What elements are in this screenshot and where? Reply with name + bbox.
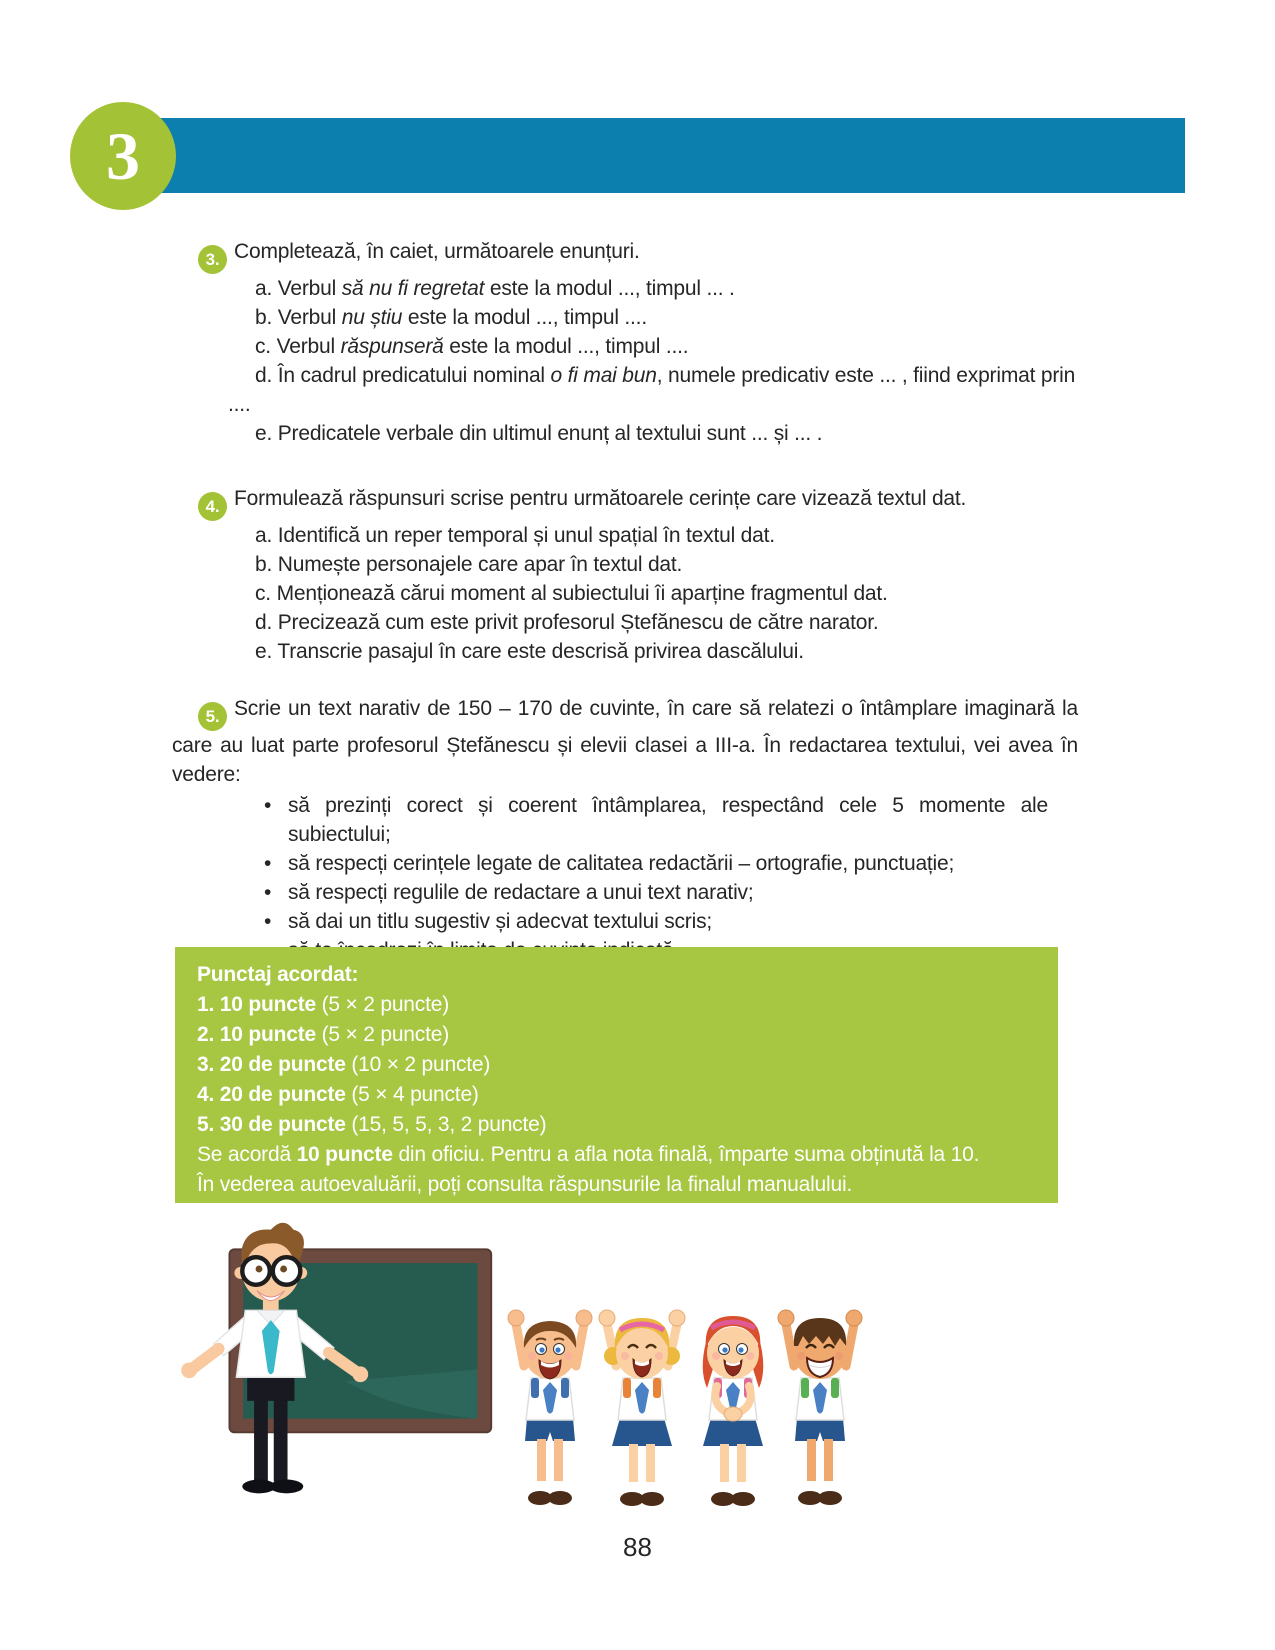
requirement-item: • să prezinți corect și coerent întâmplarea, respectând cele 5 momente ale subiectului; bbox=[258, 791, 1048, 849]
exercise-4-instruction: Formulează răspunsuri scrise pentru următoarele cerințe care vizează textul dat. bbox=[234, 487, 967, 510]
exercise-3-item-e: e. Predicatele verbale din ultimul enunț al textului sunt ... și ... . bbox=[255, 422, 823, 445]
unit-number: 3 bbox=[106, 118, 140, 194]
exercise-4-item-d: d. Precizează cum este privit profesorul Ștefănescu de către narator. bbox=[255, 611, 879, 634]
student-girl-2 bbox=[599, 1310, 685, 1506]
scoring-title: Punctaj acordat: bbox=[197, 963, 359, 986]
scoring-line-5 bbox=[197, 1110, 1032, 1140]
cheering-students-drawing bbox=[490, 1298, 875, 1533]
scoring-line-1 bbox=[197, 990, 1032, 1020]
scoring-points: 3. 20 de puncte bbox=[197, 1053, 346, 1076]
exercise-4 bbox=[172, 484, 1078, 666]
exercise-3-title bbox=[172, 237, 1078, 274]
student-girl-3 bbox=[703, 1316, 764, 1506]
requirement-item: • să respecți cerințele legate de calitatea redactării – ortografie, punctuație; bbox=[258, 849, 1048, 878]
exercise-3-item-d: d. În cadrul predicatului nominal o fi mai bun, numele predicativ este ... , fiind exprimat prin .... bbox=[228, 364, 1076, 416]
exercises-section bbox=[172, 237, 1078, 965]
teacher-illustration bbox=[140, 1208, 500, 1513]
exercise-5 bbox=[172, 694, 1078, 965]
exercise-5-instruction: Scrie un text narativ de 150 – 170 de cuvinte, în care să relatezi o întâmplare imaginară la care au luat parte profesorul Ștefănescu și elevii clasei a III-a. În redactarea textului, vei avea în vedere: bbox=[172, 697, 1078, 786]
exercise-3-number-badge: 3. bbox=[198, 245, 227, 274]
scoring-detail: (5 × 4 puncte) bbox=[345, 1083, 479, 1106]
scoring-points: 5. 30 de puncte bbox=[197, 1113, 346, 1136]
scoring-points: 4. 20 de puncte bbox=[197, 1083, 346, 1106]
scoring-note: Se acordă 10 puncte din oficiu. Pentru a afla nota finală, împarte suma obținută la 10. bbox=[197, 1143, 980, 1166]
scoring-detail: (5 × 2 puncte) bbox=[315, 1023, 449, 1046]
exercise-3-item-a: a. Verbul să nu fi regretat este la modul ..., timpul ... . bbox=[255, 277, 735, 300]
scoring-detail: (15, 5, 5, 3, 2 puncte) bbox=[345, 1113, 547, 1136]
exercise-5-number-badge: 5. bbox=[198, 702, 227, 731]
scoring-line-4 bbox=[197, 1080, 1032, 1110]
scoring-line-3 bbox=[197, 1050, 1032, 1080]
exercise-4-item-a: a. Identifică un reper temporal și unul spațial în textul dat. bbox=[255, 524, 775, 547]
student-boy-4 bbox=[778, 1310, 862, 1505]
exercise-3-item-b: b. Verbul nu știu este la modul ..., timpul .... bbox=[255, 306, 647, 329]
exercise-5-requirements-list bbox=[258, 791, 1048, 965]
student-boy-1 bbox=[508, 1310, 592, 1505]
exercise-3 bbox=[172, 237, 1078, 448]
scoring-self-evaluation-note: În vederea autoevaluării, poți consulta răspunsurile la finalul manualului. bbox=[197, 1173, 853, 1196]
requirement-item: • să respecți regulile de redactare a unui text narativ; bbox=[258, 878, 1048, 907]
unit-header-banner bbox=[148, 118, 1185, 193]
scoring-line-2 bbox=[197, 1020, 1032, 1050]
exercise-4-item-e: e. Transcrie pasajul în care este descrisă privirea dascălului. bbox=[255, 640, 804, 663]
exercise-4-number-badge: 4. bbox=[198, 492, 227, 521]
page-number: 88 bbox=[623, 1532, 652, 1562]
exercise-4-item-b: b. Numește personajele care apar în textul dat. bbox=[255, 553, 683, 576]
scoring-detail: (10 × 2 puncte) bbox=[345, 1053, 491, 1076]
scoring-points: 1. 10 puncte bbox=[197, 993, 316, 1016]
scoring-detail: (5 × 2 puncte) bbox=[315, 993, 449, 1016]
scoring-points: 2. 10 puncte bbox=[197, 1023, 316, 1046]
scoring-box bbox=[175, 947, 1058, 1203]
exercise-5-title bbox=[172, 694, 1078, 789]
teacher-at-blackboard-drawing bbox=[140, 1208, 500, 1513]
students-illustration bbox=[490, 1298, 875, 1533]
exercise-3-instruction: Completează, în caiet, următoarele enunțuri. bbox=[234, 240, 640, 263]
exercise-4-title bbox=[172, 484, 1078, 521]
unit-number-badge bbox=[70, 102, 176, 210]
exercise-3-item-c: c. Verbul răspunseră este la modul ..., timpul .... bbox=[255, 335, 689, 358]
exercise-4-item-c: c. Menționează cărui moment al subiectului îi aparține fragmentul dat. bbox=[255, 582, 888, 605]
requirement-item: • să dai un titlu sugestiv și adecvat textului scris; bbox=[258, 907, 1048, 936]
